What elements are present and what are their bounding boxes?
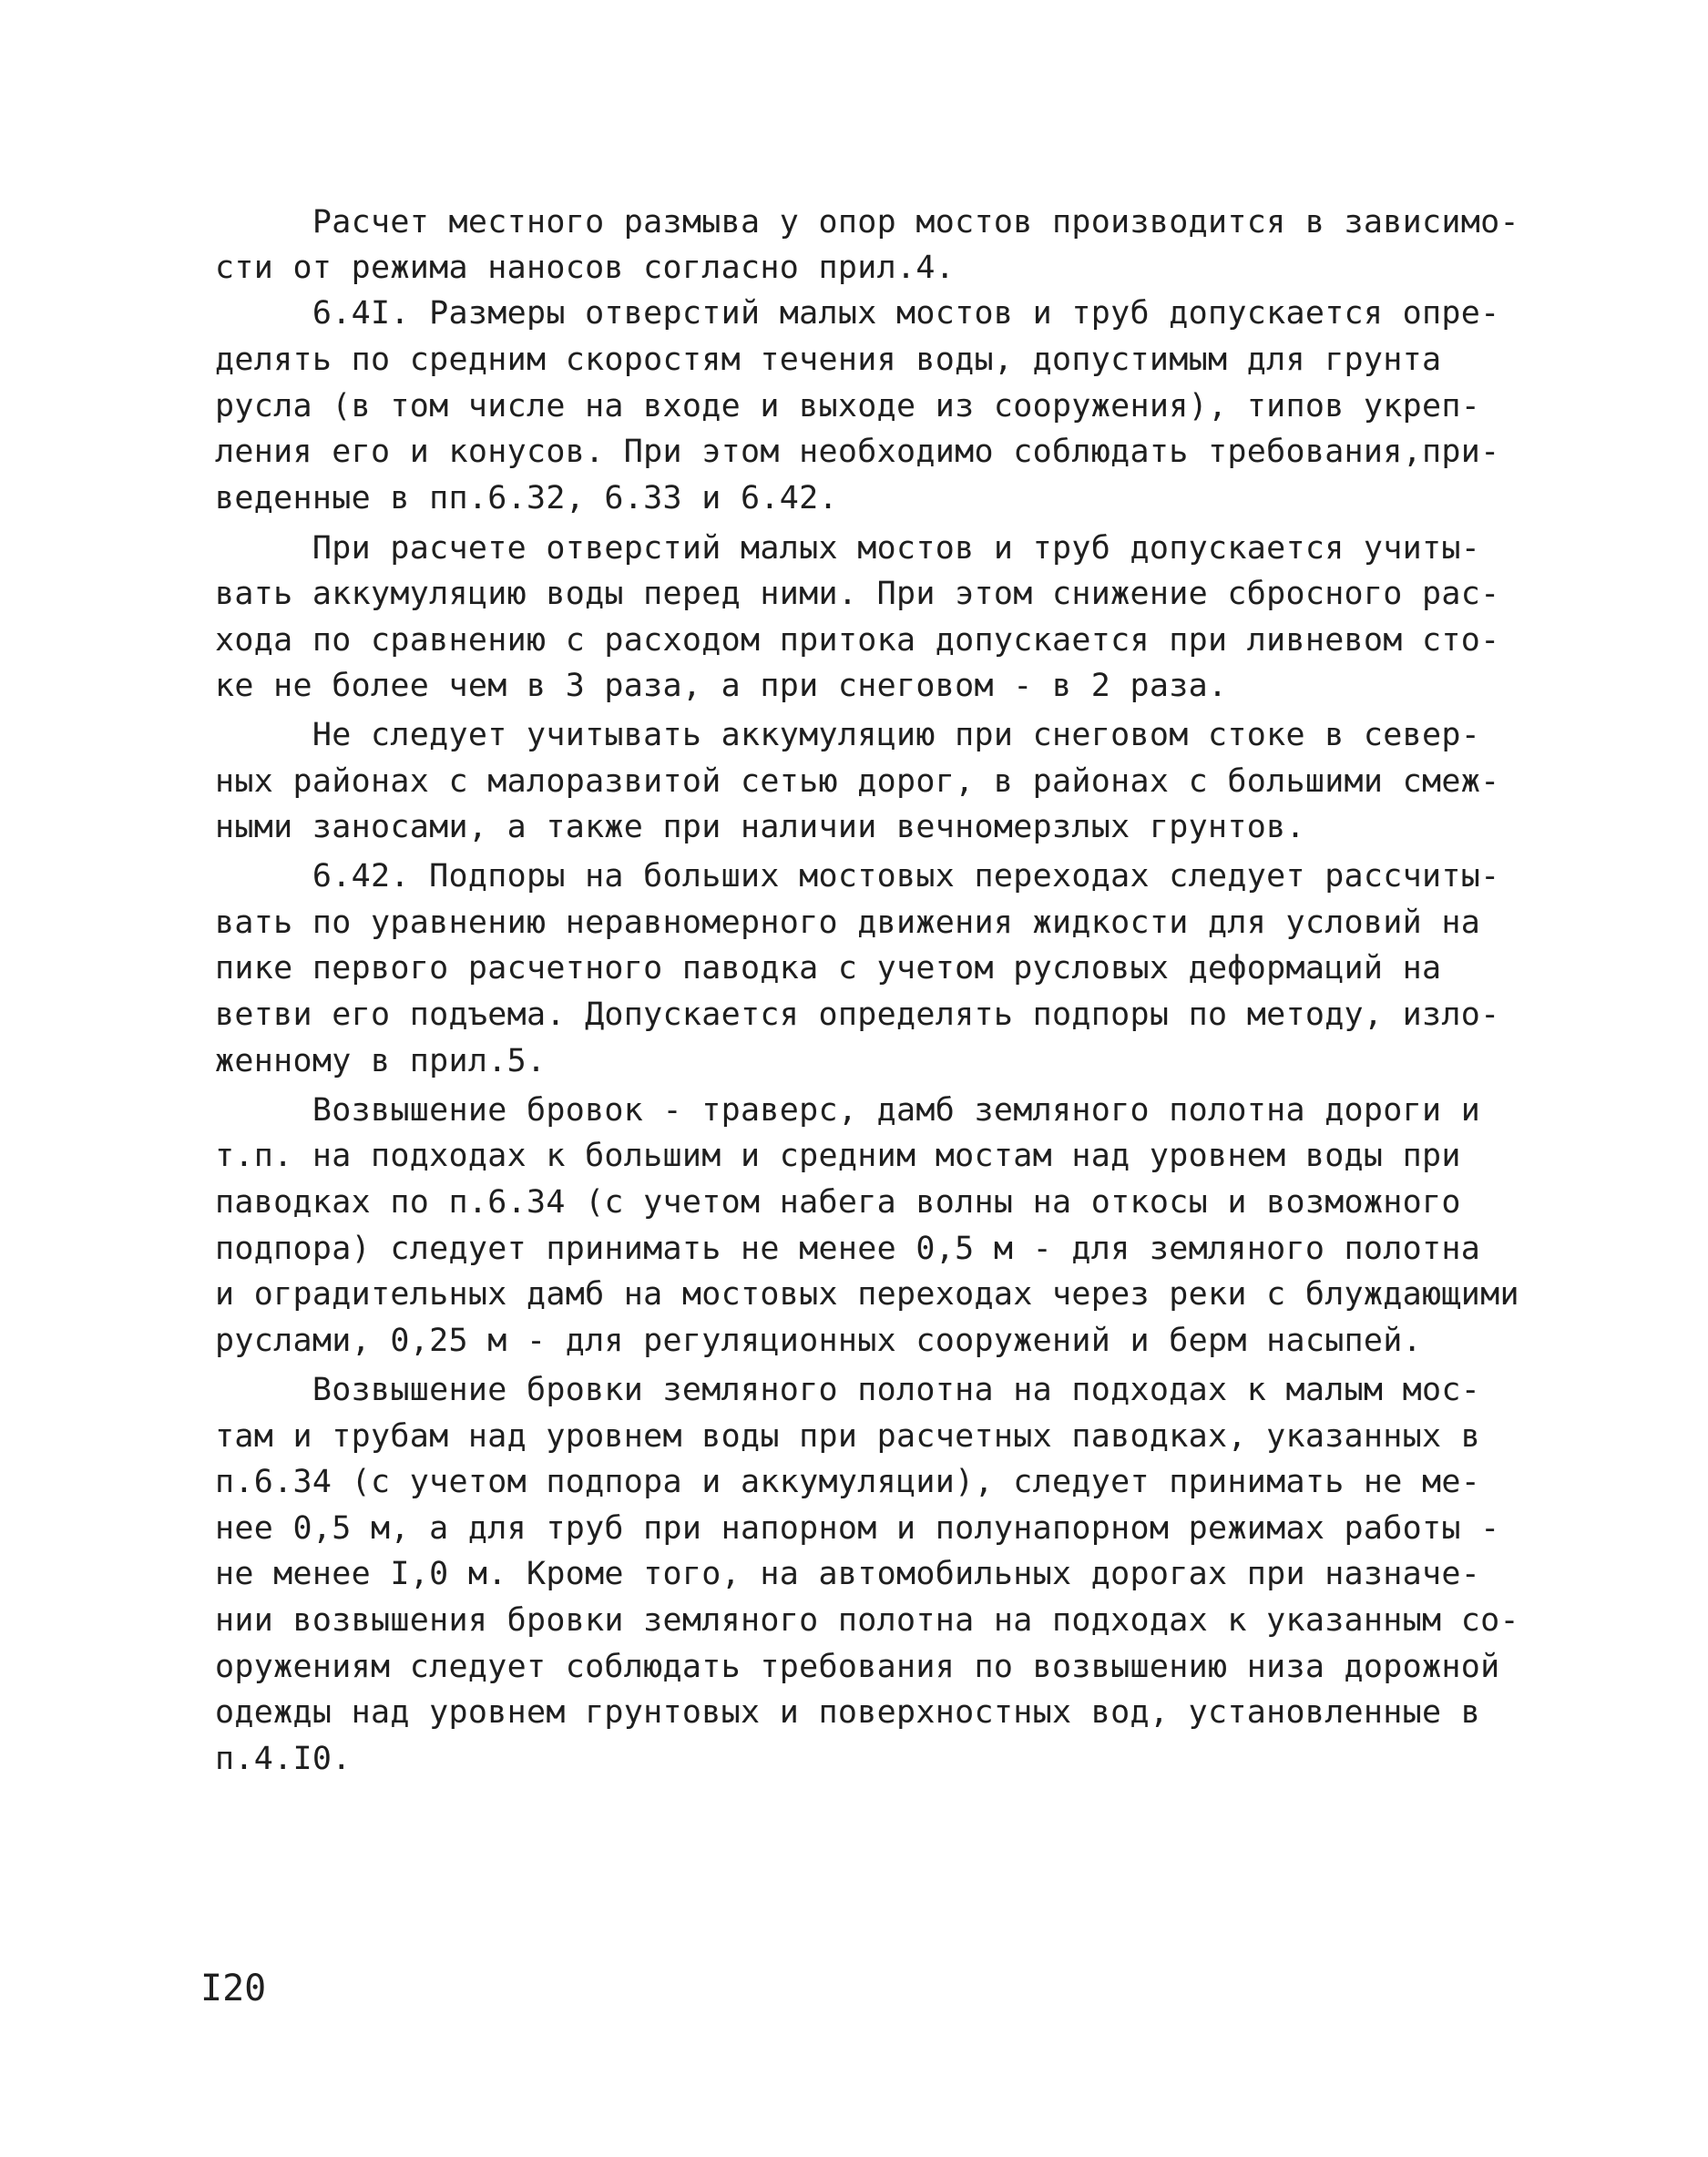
- text-line: нее 0,5 м, а для труб при напорном и полунапорном режимах работы -: [215, 1510, 1500, 1547]
- text-line: ления его и конусов. При этом необходимо соблюдать требования,при-: [215, 434, 1500, 470]
- text-line: нии возвышения бровки земляного полотна на подходах к указанным со-: [215, 1602, 1519, 1639]
- text-line: пике первого расчетного паводка с учетом русловых деформаций на: [215, 950, 1442, 986]
- text-line: вать по уравнению неравномерного движения жидкости для условий на: [215, 905, 1481, 941]
- text-line: и оградительных дамб на мостовых переходах через реки с блуждающими: [215, 1276, 1519, 1313]
- text-line: русла (в том числе на входе и выходе из сооружения), типов укреп-: [215, 388, 1481, 424]
- text-line: ветви его подъема. Допускается определять подпоры по методу, изло-: [215, 997, 1500, 1033]
- text-line: оружениям следует соблюдать требования по возвышению низа дорожной: [215, 1649, 1500, 1685]
- text-line: вать аккумуляцию воды перед ними. При этом снижение сбросного рас-: [215, 576, 1500, 612]
- text-line: ными заносами, а также при наличии вечномерзлых грунтов.: [215, 809, 1305, 845]
- text-line: Не следует учитывать аккумуляцию при снеговом стоке в север-: [215, 717, 1481, 753]
- text-line: Возвышение бровки земляного полотна на подходах к малым мос-: [215, 1372, 1481, 1408]
- text-line: 6.42. Подпоры на больших мостовых переходах следует рассчиты-: [215, 858, 1500, 894]
- text-line: Расчет местного размыва у опор мостов производится в зависимо-: [215, 204, 1519, 240]
- text-line: п.4.I0.: [215, 1741, 352, 1777]
- text-line: одежды над уровнем грунтовых и поверхностных вод, установленные в: [215, 1694, 1481, 1731]
- text-line: сти от режима наносов согласно прил.4.: [215, 250, 956, 286]
- text-line: веденные в пп.6.32, 6.33 и 6.42.: [215, 480, 838, 516]
- text-line: руслами, 0,25 м - для регуляционных сооружений и берм насыпей.: [215, 1323, 1423, 1359]
- text-line: ных районах с малоразвитой сетью дорог, в районах с большими смеж-: [215, 763, 1500, 800]
- text-line: При расчете отверстий малых мостов и труб допускается учиты-: [215, 530, 1481, 567]
- text-line: не менее I,0 м. Кроме того, на автомобильных дорогах при назначе-: [215, 1556, 1481, 1592]
- text-line: хода по сравнению с расходом притока допускается при ливневом сто-: [215, 622, 1500, 659]
- text-line: женному в прил.5.: [215, 1043, 547, 1079]
- text-line: п.6.34 (с учетом подпора и аккумуляции), следует принимать не ме-: [215, 1464, 1481, 1500]
- text-line: ке не более чем в 3 раза, а при снеговом - в 2 раза.: [215, 668, 1228, 704]
- page-number: I20: [200, 1968, 267, 2009]
- text-line: 6.4I. Размеры отверстий малых мостов и труб допускается опре-: [215, 295, 1500, 332]
- text-line: делять по средним скоростям течения воды, допустимым для грунта: [215, 342, 1442, 378]
- text-line: паводках по п.6.34 (с учетом набега волны на откосы и возможного: [215, 1184, 1461, 1221]
- text-line: подпора) следует принимать не менее 0,5 м - для земляного полотна: [215, 1231, 1481, 1267]
- text-line: там и трубам над уровнем воды при расчетных паводках, указанных в: [215, 1418, 1481, 1455]
- text-line: т.п. на подходах к большим и средним мостам над уровнем воды при: [215, 1138, 1461, 1174]
- text-line: Возвышение бровок - траверс, дамб земляного полотна дороги и: [215, 1092, 1481, 1129]
